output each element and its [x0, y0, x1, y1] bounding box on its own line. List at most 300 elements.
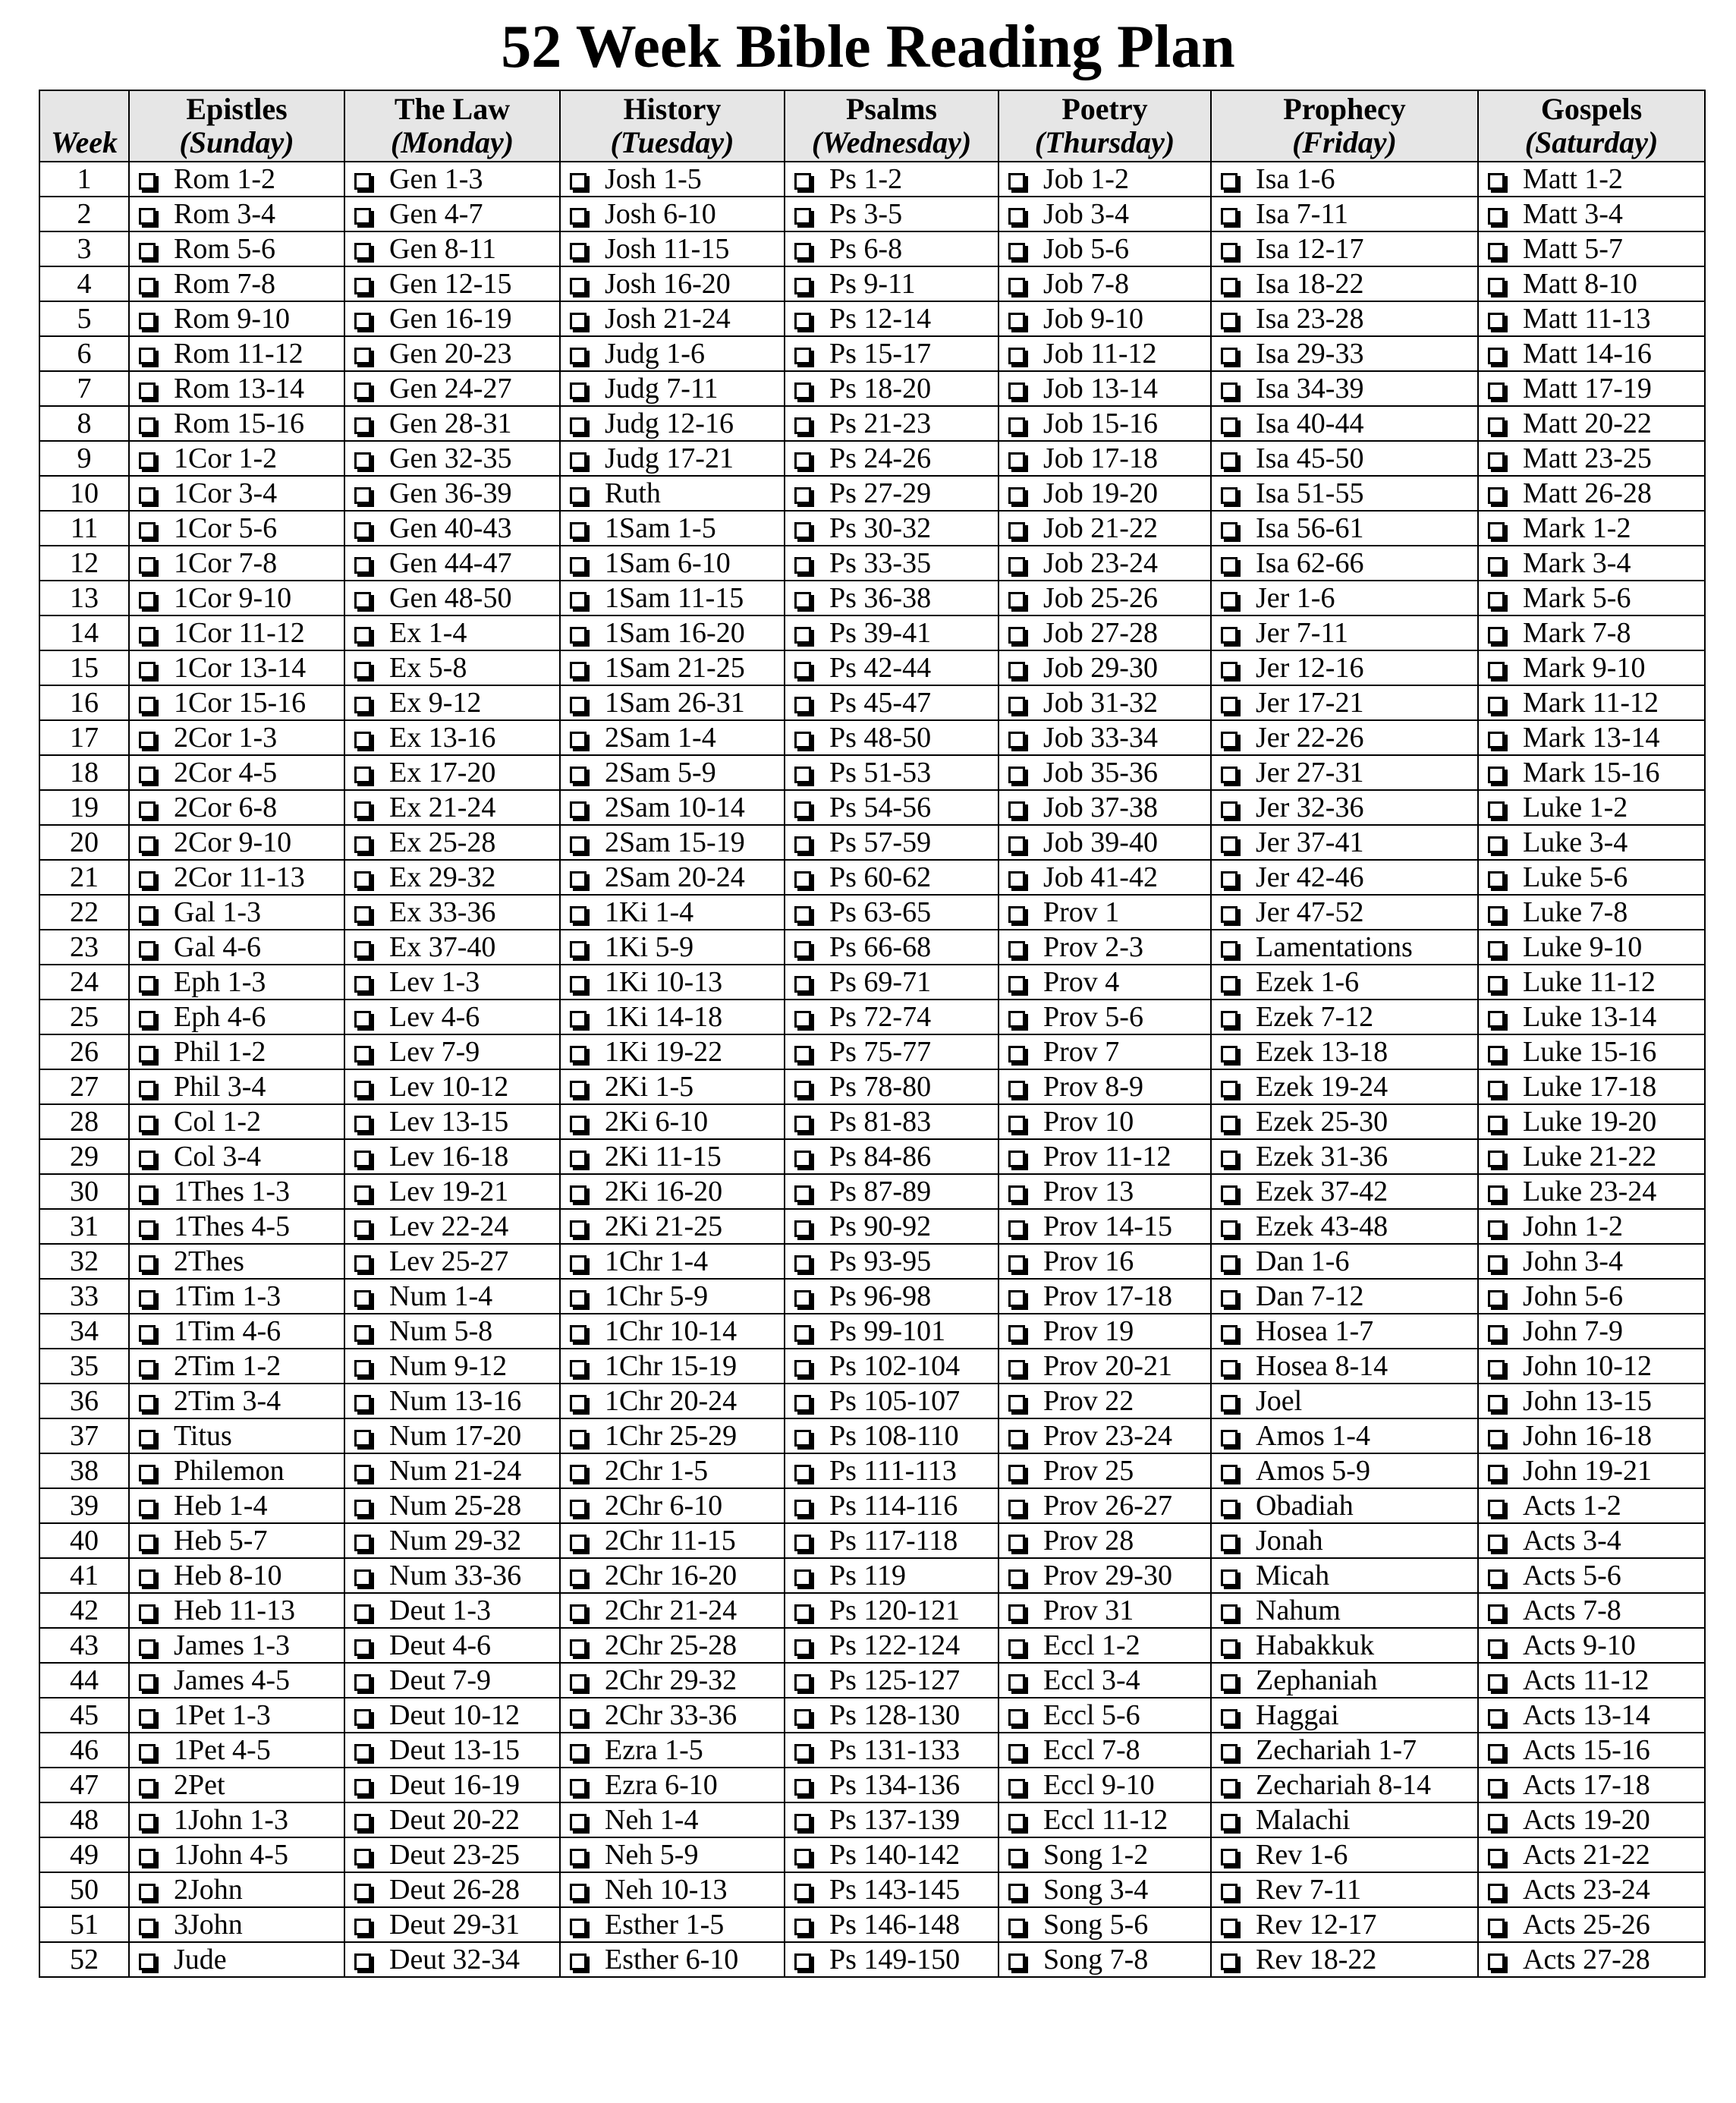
reading-cell[interactable] — [560, 406, 785, 441]
checkbox-icon[interactable] — [1221, 522, 1238, 539]
reading-cell[interactable] — [1211, 1418, 1478, 1453]
checkbox-icon[interactable] — [139, 1500, 156, 1516]
checkbox-icon[interactable] — [1008, 1290, 1025, 1307]
checkbox-icon[interactable] — [139, 1884, 156, 1900]
checkbox-icon[interactable] — [354, 278, 371, 294]
checkbox-icon[interactable] — [1488, 1919, 1505, 1935]
reading-cell[interactable] — [129, 231, 344, 266]
checkbox-icon[interactable] — [1008, 1604, 1025, 1621]
checkbox-icon[interactable] — [1488, 278, 1505, 294]
reading-cell[interactable] — [560, 197, 785, 231]
reading-cell[interactable] — [1211, 406, 1478, 441]
reading-cell[interactable] — [1478, 406, 1705, 441]
checkbox-icon[interactable] — [570, 627, 587, 644]
reading-cell[interactable] — [129, 1000, 344, 1034]
reading-cell[interactable] — [129, 1314, 344, 1349]
reading-cell[interactable] — [999, 1000, 1211, 1034]
reading-cell[interactable] — [560, 790, 785, 825]
reading-cell[interactable] — [129, 1349, 344, 1384]
checkbox-icon[interactable] — [1008, 522, 1025, 539]
reading-cell[interactable] — [999, 1384, 1211, 1418]
reading-cell[interactable] — [785, 1244, 999, 1279]
checkbox-icon[interactable] — [354, 1185, 371, 1202]
checkbox-icon[interactable] — [354, 1849, 371, 1865]
checkbox-icon[interactable] — [1488, 1953, 1505, 1970]
reading-cell[interactable] — [344, 1488, 560, 1523]
reading-cell[interactable] — [785, 1802, 999, 1837]
checkbox-icon[interactable] — [570, 1919, 587, 1935]
reading-cell[interactable] — [344, 755, 560, 790]
checkbox-icon[interactable] — [794, 1884, 811, 1900]
reading-cell[interactable] — [1211, 650, 1478, 685]
reading-cell[interactable] — [999, 685, 1211, 720]
checkbox-icon[interactable] — [354, 1430, 371, 1447]
reading-cell[interactable] — [785, 1034, 999, 1069]
checkbox-icon[interactable] — [1488, 1674, 1505, 1691]
checkbox-icon[interactable] — [570, 836, 587, 853]
checkbox-icon[interactable] — [139, 1185, 156, 1202]
reading-cell[interactable] — [1478, 755, 1705, 790]
reading-cell[interactable] — [1478, 266, 1705, 301]
checkbox-icon[interactable] — [570, 1569, 587, 1586]
reading-cell[interactable] — [1478, 371, 1705, 406]
reading-cell[interactable] — [1211, 1558, 1478, 1593]
reading-cell[interactable] — [560, 720, 785, 755]
reading-cell[interactable] — [1478, 1733, 1705, 1768]
checkbox-icon[interactable] — [1488, 1290, 1505, 1307]
checkbox-icon[interactable] — [354, 1500, 371, 1516]
checkbox-icon[interactable] — [139, 1535, 156, 1551]
checkbox-icon[interactable] — [1008, 662, 1025, 678]
checkbox-icon[interactable] — [1488, 1709, 1505, 1726]
checkbox-icon[interactable] — [139, 1430, 156, 1447]
checkbox-icon[interactable] — [1221, 697, 1238, 713]
checkbox-icon[interactable] — [570, 1430, 587, 1447]
reading-cell[interactable] — [560, 1837, 785, 1872]
reading-cell[interactable] — [1478, 1663, 1705, 1698]
checkbox-icon[interactable] — [1008, 1884, 1025, 1900]
reading-cell[interactable] — [999, 371, 1211, 406]
reading-cell[interactable] — [999, 511, 1211, 546]
checkbox-icon[interactable] — [1221, 1081, 1238, 1097]
checkbox-icon[interactable] — [570, 1151, 587, 1167]
reading-cell[interactable] — [1478, 476, 1705, 511]
checkbox-icon[interactable] — [570, 1639, 587, 1656]
checkbox-icon[interactable] — [794, 243, 811, 260]
checkbox-icon[interactable] — [794, 1185, 811, 1202]
checkbox-icon[interactable] — [1488, 1779, 1505, 1796]
reading-cell[interactable] — [999, 441, 1211, 476]
reading-cell[interactable] — [344, 441, 560, 476]
checkbox-icon[interactable] — [139, 313, 156, 329]
reading-cell[interactable] — [785, 406, 999, 441]
reading-cell[interactable] — [1478, 581, 1705, 615]
checkbox-icon[interactable] — [570, 801, 587, 818]
checkbox-icon[interactable] — [1221, 1814, 1238, 1831]
reading-cell[interactable] — [344, 371, 560, 406]
checkbox-icon[interactable] — [1488, 383, 1505, 399]
checkbox-icon[interactable] — [1221, 1535, 1238, 1551]
checkbox-icon[interactable] — [1488, 522, 1505, 539]
reading-cell[interactable] — [560, 476, 785, 511]
reading-cell[interactable] — [1478, 825, 1705, 860]
reading-cell[interactable] — [785, 1558, 999, 1593]
checkbox-icon[interactable] — [354, 522, 371, 539]
reading-cell[interactable] — [1478, 162, 1705, 197]
reading-cell[interactable] — [1211, 1663, 1478, 1698]
reading-cell[interactable] — [560, 162, 785, 197]
checkbox-icon[interactable] — [1008, 1849, 1025, 1865]
checkbox-icon[interactable] — [1221, 1395, 1238, 1412]
reading-cell[interactable] — [999, 1907, 1211, 1942]
checkbox-icon[interactable] — [570, 1744, 587, 1761]
reading-cell[interactable] — [344, 1384, 560, 1418]
reading-cell[interactable] — [999, 1802, 1211, 1837]
reading-cell[interactable] — [1478, 1698, 1705, 1733]
checkbox-icon[interactable] — [139, 1360, 156, 1377]
reading-cell[interactable] — [1211, 1733, 1478, 1768]
checkbox-icon[interactable] — [570, 1604, 587, 1621]
reading-cell[interactable] — [560, 301, 785, 336]
reading-cell[interactable] — [1211, 1000, 1478, 1034]
checkbox-icon[interactable] — [1221, 1604, 1238, 1621]
reading-cell[interactable] — [344, 1034, 560, 1069]
reading-cell[interactable] — [1478, 441, 1705, 476]
checkbox-icon[interactable] — [354, 208, 371, 225]
checkbox-icon[interactable] — [570, 662, 587, 678]
reading-cell[interactable] — [560, 755, 785, 790]
checkbox-icon[interactable] — [570, 1779, 587, 1796]
reading-cell[interactable] — [785, 476, 999, 511]
checkbox-icon[interactable] — [139, 1011, 156, 1028]
checkbox-icon[interactable] — [139, 1674, 156, 1691]
checkbox-icon[interactable] — [1488, 1465, 1505, 1481]
checkbox-icon[interactable] — [139, 1220, 156, 1237]
reading-cell[interactable] — [129, 825, 344, 860]
checkbox-icon[interactable] — [1008, 1639, 1025, 1656]
reading-cell[interactable] — [999, 266, 1211, 301]
reading-cell[interactable] — [129, 1523, 344, 1558]
reading-cell[interactable] — [999, 406, 1211, 441]
reading-cell[interactable] — [129, 1104, 344, 1139]
checkbox-icon[interactable] — [354, 383, 371, 399]
checkbox-icon[interactable] — [794, 1255, 811, 1272]
checkbox-icon[interactable] — [794, 941, 811, 958]
checkbox-icon[interactable] — [1221, 557, 1238, 574]
reading-cell[interactable] — [999, 476, 1211, 511]
reading-cell[interactable] — [560, 1209, 785, 1244]
checkbox-icon[interactable] — [794, 1779, 811, 1796]
checkbox-icon[interactable] — [1488, 1255, 1505, 1272]
reading-cell[interactable] — [1211, 336, 1478, 371]
checkbox-icon[interactable] — [1221, 1255, 1238, 1272]
reading-cell[interactable] — [1478, 1872, 1705, 1907]
checkbox-icon[interactable] — [1221, 243, 1238, 260]
checkbox-icon[interactable] — [1221, 1674, 1238, 1691]
checkbox-icon[interactable] — [1488, 1011, 1505, 1028]
checkbox-icon[interactable] — [1488, 767, 1505, 783]
checkbox-icon[interactable] — [1488, 801, 1505, 818]
checkbox-icon[interactable] — [794, 348, 811, 364]
reading-cell[interactable] — [1211, 720, 1478, 755]
checkbox-icon[interactable] — [1221, 1779, 1238, 1796]
checkbox-icon[interactable] — [139, 767, 156, 783]
reading-cell[interactable] — [785, 1418, 999, 1453]
reading-cell[interactable] — [999, 1733, 1211, 1768]
checkbox-icon[interactable] — [570, 1500, 587, 1516]
checkbox-icon[interactable] — [354, 452, 371, 469]
checkbox-icon[interactable] — [1008, 1325, 1025, 1342]
reading-cell[interactable] — [999, 197, 1211, 231]
reading-cell[interactable] — [999, 1558, 1211, 1593]
checkbox-icon[interactable] — [354, 313, 371, 329]
reading-cell[interactable] — [560, 1733, 785, 1768]
reading-cell[interactable] — [785, 1104, 999, 1139]
reading-cell[interactable] — [344, 1069, 560, 1104]
reading-cell[interactable] — [999, 1628, 1211, 1663]
reading-cell[interactable] — [344, 720, 560, 755]
checkbox-icon[interactable] — [1221, 348, 1238, 364]
reading-cell[interactable] — [1478, 930, 1705, 965]
checkbox-icon[interactable] — [1488, 871, 1505, 888]
checkbox-icon[interactable] — [1008, 1395, 1025, 1412]
checkbox-icon[interactable] — [570, 208, 587, 225]
reading-cell[interactable] — [1211, 965, 1478, 1000]
checkbox-icon[interactable] — [1008, 1116, 1025, 1132]
checkbox-icon[interactable] — [570, 348, 587, 364]
reading-cell[interactable] — [999, 1698, 1211, 1733]
reading-cell[interactable] — [1478, 860, 1705, 895]
reading-cell[interactable] — [129, 1069, 344, 1104]
checkbox-icon[interactable] — [1221, 1884, 1238, 1900]
reading-cell[interactable] — [129, 1279, 344, 1314]
reading-cell[interactable] — [785, 301, 999, 336]
reading-cell[interactable] — [129, 1942, 344, 1977]
checkbox-icon[interactable] — [570, 976, 587, 993]
checkbox-icon[interactable] — [794, 417, 811, 434]
checkbox-icon[interactable] — [1488, 348, 1505, 364]
reading-cell[interactable] — [344, 231, 560, 266]
reading-cell[interactable] — [129, 860, 344, 895]
checkbox-icon[interactable] — [794, 487, 811, 504]
checkbox-icon[interactable] — [1221, 1953, 1238, 1970]
reading-cell[interactable] — [344, 301, 560, 336]
checkbox-icon[interactable] — [794, 1465, 811, 1481]
reading-cell[interactable] — [1478, 1942, 1705, 1977]
reading-cell[interactable] — [1211, 930, 1478, 965]
reading-cell[interactable] — [1211, 266, 1478, 301]
checkbox-icon[interactable] — [1008, 383, 1025, 399]
reading-cell[interactable] — [344, 930, 560, 965]
checkbox-icon[interactable] — [570, 592, 587, 609]
reading-cell[interactable] — [785, 1488, 999, 1523]
reading-cell[interactable] — [1211, 1872, 1478, 1907]
reading-cell[interactable] — [1211, 1349, 1478, 1384]
checkbox-icon[interactable] — [794, 278, 811, 294]
checkbox-icon[interactable] — [1221, 1709, 1238, 1726]
reading-cell[interactable] — [344, 1802, 560, 1837]
reading-cell[interactable] — [785, 231, 999, 266]
reading-cell[interactable] — [785, 965, 999, 1000]
checkbox-icon[interactable] — [1008, 976, 1025, 993]
reading-cell[interactable] — [560, 685, 785, 720]
reading-cell[interactable] — [1211, 1244, 1478, 1279]
reading-cell[interactable] — [560, 1907, 785, 1942]
checkbox-icon[interactable] — [1008, 1430, 1025, 1447]
reading-cell[interactable] — [344, 581, 560, 615]
reading-cell[interactable] — [1478, 1244, 1705, 1279]
reading-cell[interactable] — [344, 511, 560, 546]
checkbox-icon[interactable] — [1488, 1185, 1505, 1202]
reading-cell[interactable] — [1478, 650, 1705, 685]
checkbox-icon[interactable] — [794, 906, 811, 923]
reading-cell[interactable] — [785, 825, 999, 860]
checkbox-icon[interactable] — [1008, 1081, 1025, 1097]
reading-cell[interactable] — [999, 1244, 1211, 1279]
checkbox-icon[interactable] — [1008, 1185, 1025, 1202]
reading-cell[interactable] — [1211, 755, 1478, 790]
checkbox-icon[interactable] — [139, 487, 156, 504]
checkbox-icon[interactable] — [794, 1395, 811, 1412]
checkbox-icon[interactable] — [1488, 1535, 1505, 1551]
checkbox-icon[interactable] — [139, 592, 156, 609]
reading-cell[interactable] — [560, 1628, 785, 1663]
reading-cell[interactable] — [999, 965, 1211, 1000]
checkbox-icon[interactable] — [1008, 452, 1025, 469]
reading-cell[interactable] — [344, 1244, 560, 1279]
reading-cell[interactable] — [999, 1174, 1211, 1209]
reading-cell[interactable] — [999, 1279, 1211, 1314]
checkbox-icon[interactable] — [794, 1011, 811, 1028]
reading-cell[interactable] — [1478, 790, 1705, 825]
reading-cell[interactable] — [560, 1802, 785, 1837]
reading-cell[interactable] — [999, 650, 1211, 685]
checkbox-icon[interactable] — [354, 1674, 371, 1691]
checkbox-icon[interactable] — [1008, 1255, 1025, 1272]
checkbox-icon[interactable] — [1008, 941, 1025, 958]
checkbox-icon[interactable] — [794, 1081, 811, 1097]
reading-cell[interactable] — [344, 1837, 560, 1872]
checkbox-icon[interactable] — [570, 767, 587, 783]
reading-cell[interactable] — [560, 825, 785, 860]
reading-cell[interactable] — [129, 197, 344, 231]
reading-cell[interactable] — [1211, 1593, 1478, 1628]
checkbox-icon[interactable] — [570, 1884, 587, 1900]
checkbox-icon[interactable] — [1008, 348, 1025, 364]
checkbox-icon[interactable] — [354, 592, 371, 609]
reading-cell[interactable] — [344, 1000, 560, 1034]
checkbox-icon[interactable] — [794, 836, 811, 853]
reading-cell[interactable] — [129, 1034, 344, 1069]
checkbox-icon[interactable] — [1008, 1465, 1025, 1481]
reading-cell[interactable] — [785, 371, 999, 406]
reading-cell[interactable] — [560, 1942, 785, 1977]
reading-cell[interactable] — [344, 1209, 560, 1244]
checkbox-icon[interactable] — [1221, 1744, 1238, 1761]
checkbox-icon[interactable] — [570, 557, 587, 574]
checkbox-icon[interactable] — [139, 697, 156, 713]
reading-cell[interactable] — [999, 231, 1211, 266]
reading-cell[interactable] — [1211, 1523, 1478, 1558]
checkbox-icon[interactable] — [1008, 836, 1025, 853]
checkbox-icon[interactable] — [139, 243, 156, 260]
checkbox-icon[interactable] — [1221, 173, 1238, 190]
checkbox-icon[interactable] — [1488, 557, 1505, 574]
checkbox-icon[interactable] — [139, 417, 156, 434]
reading-cell[interactable] — [344, 1768, 560, 1802]
reading-cell[interactable] — [1211, 1279, 1478, 1314]
checkbox-icon[interactable] — [1221, 941, 1238, 958]
checkbox-icon[interactable] — [570, 278, 587, 294]
checkbox-icon[interactable] — [794, 592, 811, 609]
checkbox-icon[interactable] — [794, 557, 811, 574]
reading-cell[interactable] — [1211, 615, 1478, 650]
reading-cell[interactable] — [1211, 1802, 1478, 1837]
checkbox-icon[interactable] — [570, 871, 587, 888]
reading-cell[interactable] — [344, 1942, 560, 1977]
checkbox-icon[interactable] — [1221, 976, 1238, 993]
reading-cell[interactable] — [1211, 1942, 1478, 1977]
checkbox-icon[interactable] — [139, 278, 156, 294]
reading-cell[interactable] — [129, 301, 344, 336]
checkbox-icon[interactable] — [794, 1220, 811, 1237]
reading-cell[interactable] — [1478, 1139, 1705, 1174]
checkbox-icon[interactable] — [1221, 1220, 1238, 1237]
checkbox-icon[interactable] — [1008, 278, 1025, 294]
reading-cell[interactable] — [1211, 1104, 1478, 1139]
reading-cell[interactable] — [560, 895, 785, 930]
reading-cell[interactable] — [129, 266, 344, 301]
reading-cell[interactable] — [785, 1453, 999, 1488]
checkbox-icon[interactable] — [794, 627, 811, 644]
checkbox-icon[interactable] — [794, 1849, 811, 1865]
reading-cell[interactable] — [785, 755, 999, 790]
reading-cell[interactable] — [1478, 615, 1705, 650]
reading-cell[interactable] — [560, 231, 785, 266]
reading-cell[interactable] — [785, 1209, 999, 1244]
reading-cell[interactable] — [560, 1244, 785, 1279]
reading-cell[interactable] — [129, 1209, 344, 1244]
checkbox-icon[interactable] — [794, 1953, 811, 1970]
checkbox-icon[interactable] — [139, 1325, 156, 1342]
checkbox-icon[interactable] — [139, 1604, 156, 1621]
reading-cell[interactable] — [344, 1104, 560, 1139]
checkbox-icon[interactable] — [1221, 836, 1238, 853]
checkbox-icon[interactable] — [1221, 871, 1238, 888]
checkbox-icon[interactable] — [570, 1360, 587, 1377]
checkbox-icon[interactable] — [1488, 1360, 1505, 1377]
checkbox-icon[interactable] — [1008, 557, 1025, 574]
reading-cell[interactable] — [1478, 1349, 1705, 1384]
reading-cell[interactable] — [560, 266, 785, 301]
checkbox-icon[interactable] — [354, 1360, 371, 1377]
reading-cell[interactable] — [785, 1384, 999, 1418]
reading-cell[interactable] — [1478, 197, 1705, 231]
reading-cell[interactable] — [1211, 1139, 1478, 1174]
checkbox-icon[interactable] — [1008, 1046, 1025, 1063]
reading-cell[interactable] — [1211, 1034, 1478, 1069]
reading-cell[interactable] — [785, 1837, 999, 1872]
reading-cell[interactable] — [560, 1349, 785, 1384]
checkbox-icon[interactable] — [570, 1465, 587, 1481]
reading-cell[interactable] — [560, 1279, 785, 1314]
reading-cell[interactable] — [129, 930, 344, 965]
checkbox-icon[interactable] — [139, 1569, 156, 1586]
reading-cell[interactable] — [999, 301, 1211, 336]
reading-cell[interactable] — [999, 1663, 1211, 1698]
checkbox-icon[interactable] — [570, 522, 587, 539]
checkbox-icon[interactable] — [139, 1639, 156, 1656]
